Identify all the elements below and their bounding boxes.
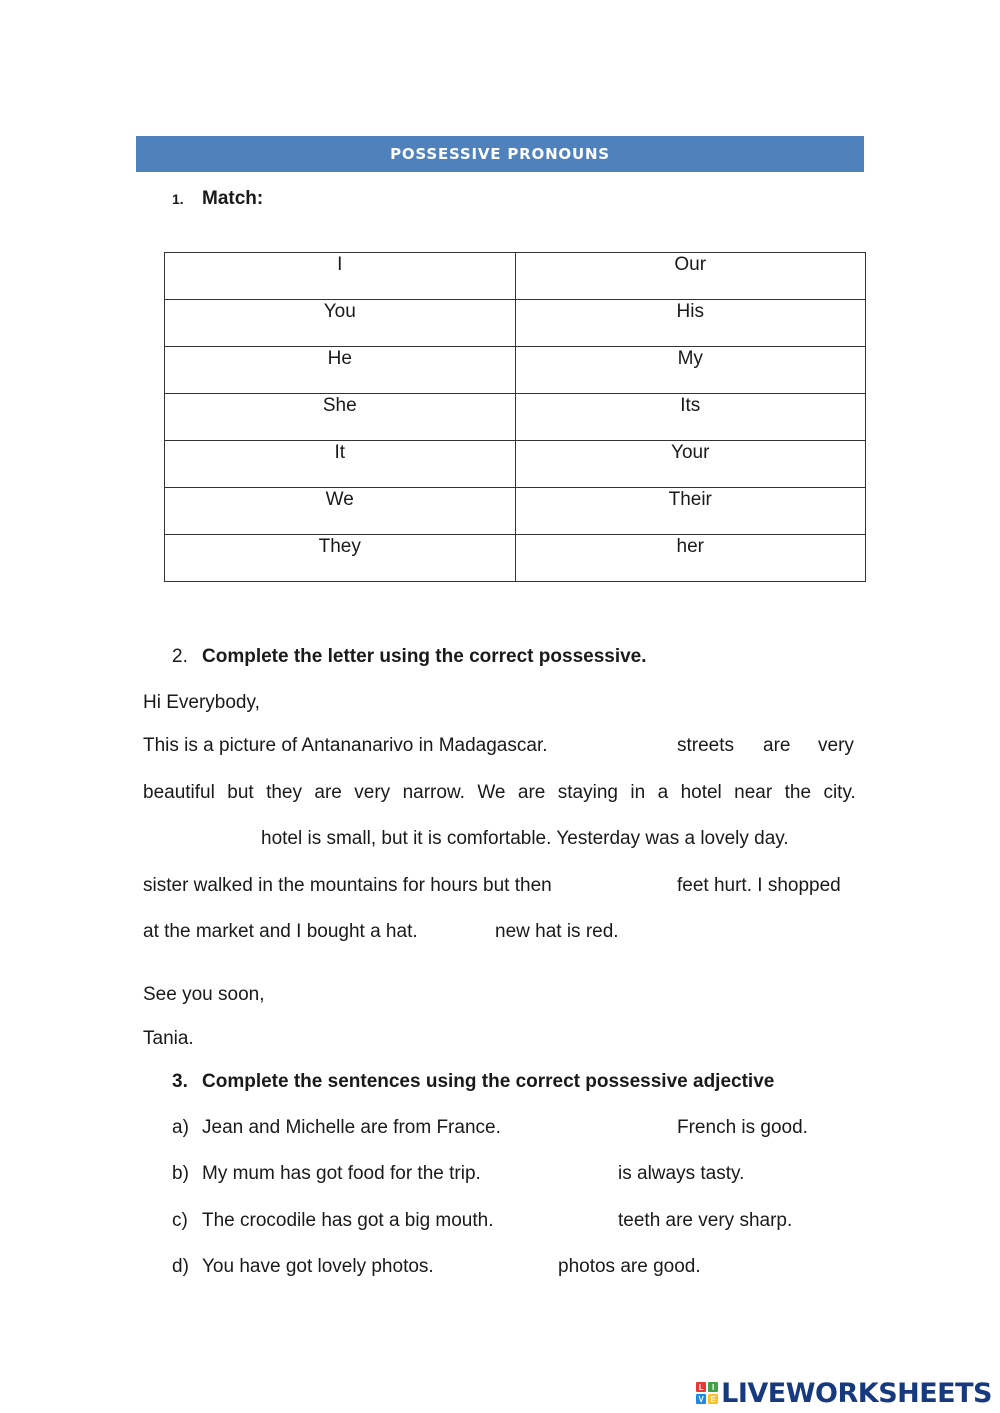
logo-mark-e: E <box>708 1394 718 1404</box>
liveworksheets-logo-text: LIVEWORKSHEETS <box>721 1377 992 1409</box>
letter-greeting: Hi Everybody, <box>143 692 260 713</box>
letter-line-1-streets: streets <box>677 735 735 756</box>
list-item-continuation: is always tasty. <box>618 1163 745 1184</box>
pronoun-cell: They <box>165 535 516 582</box>
section-2-number: 2. <box>172 646 188 667</box>
list-item: d) You have got lovely photos. <box>172 1256 434 1277</box>
table-row <box>165 394 866 441</box>
pronoun-cell: She <box>165 394 516 441</box>
pronoun-cell: You <box>165 300 516 347</box>
possessive-cell: Their <box>515 488 866 535</box>
possessive-cell: Your <box>515 441 866 488</box>
liveworksheets-logo <box>696 1376 992 1410</box>
section-1-number: 1. <box>172 191 184 207</box>
letter-line-5b: new hat is red. <box>495 921 619 942</box>
page-title: POSSESSIVE PRONOUNS <box>390 145 610 163</box>
table-row <box>165 441 866 488</box>
section-1-title: Match: <box>202 188 264 209</box>
letter-closing: See you soon, <box>143 984 265 1005</box>
match-table <box>164 252 866 582</box>
possessive-cell: her <box>515 535 866 582</box>
logo-mark-i: I <box>708 1382 718 1392</box>
list-item-continuation: photos are good. <box>558 1256 701 1277</box>
section-3-number: 3. <box>172 1071 188 1092</box>
letter-line-1-very: very <box>818 735 854 756</box>
page-title-banner <box>136 136 864 172</box>
liveworksheets-logo-icon <box>696 1382 718 1404</box>
list-item: b) My mum has got food for the trip. <box>172 1163 481 1184</box>
letter-signature: Tania. <box>143 1028 194 1049</box>
letter-line-2: beautiful but they are very narrow. We are staying in a hotel near the city. <box>143 782 856 803</box>
table-row <box>165 488 866 535</box>
letter-line-1-are: are <box>763 735 791 756</box>
table-row <box>165 300 866 347</box>
letter-line-4b: feet hurt. I shopped <box>677 875 841 896</box>
pronoun-cell: I <box>165 253 516 300</box>
table-row <box>165 253 866 300</box>
possessive-cell: My <box>515 347 866 394</box>
section-2-title: Complete the letter using the correct possessive. <box>202 646 647 667</box>
list-item-continuation: French is good. <box>677 1117 808 1138</box>
section-2-heading <box>172 646 647 668</box>
list-item: c) The crocodile has got a big mouth. <box>172 1210 494 1231</box>
section-3-heading <box>172 1071 774 1093</box>
letter-line-4a: sister walked in the mountains for hours but then <box>143 875 552 896</box>
possessive-cell: Its <box>515 394 866 441</box>
letter-line-3: hotel is small, but it is comfortable. Yesterday was a lovely day. <box>261 828 789 849</box>
table-row <box>165 347 866 394</box>
letter-line-5a: at the market and I bought a hat. <box>143 921 418 942</box>
table-row <box>165 535 866 582</box>
logo-mark-v: V <box>696 1394 706 1404</box>
pronoun-cell: It <box>165 441 516 488</box>
list-item-continuation: teeth are very sharp. <box>618 1210 793 1231</box>
letter-line-1: This is a picture of Antananarivo in Madagascar. <box>143 735 548 756</box>
section-1-heading <box>172 188 263 210</box>
pronoun-cell: We <box>165 488 516 535</box>
possessive-cell: Our <box>515 253 866 300</box>
list-item: a) Jean and Michelle are from France. <box>172 1117 501 1138</box>
pronoun-cell: He <box>165 347 516 394</box>
section-3-title: Complete the sentences using the correct possessive adjective <box>202 1071 775 1092</box>
possessive-cell: His <box>515 300 866 347</box>
logo-mark-l: L <box>696 1382 706 1392</box>
